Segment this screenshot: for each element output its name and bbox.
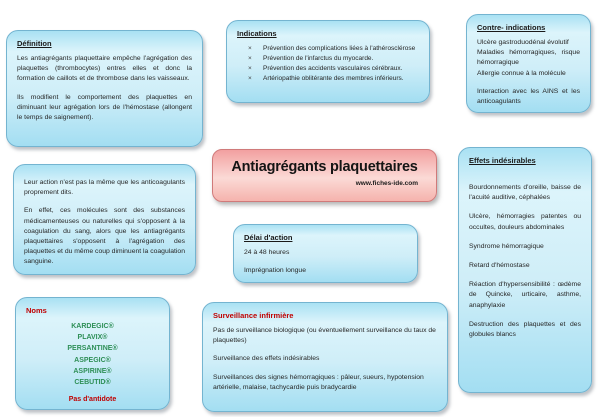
contraindication-line: Interaction avec les AINS et les anticoagulants bbox=[477, 87, 580, 105]
cross-bullet-icon: × bbox=[248, 75, 252, 83]
indication-item bbox=[237, 54, 419, 64]
side-effect-item: Retard d'hémostase bbox=[469, 261, 530, 269]
website-url: www.fiches-ide.com bbox=[355, 180, 418, 187]
nursing-surveillance-box bbox=[202, 302, 448, 412]
names-heading: Noms bbox=[26, 306, 47, 315]
surveillance-paragraph-2: Surveillance des effets indésirables bbox=[213, 355, 320, 363]
indication-text: Prévention des complications liées à l'athérosclérose bbox=[263, 45, 416, 52]
mechanism-paragraph-1: Leur action n'est pas la même que les anticoagulants proprement dits. bbox=[24, 179, 185, 197]
contraindications-heading: Contre- indications bbox=[477, 23, 546, 32]
indication-text: Prévention de l'infarctus du myocarde. bbox=[263, 55, 374, 63]
drug-names-box bbox=[15, 297, 170, 410]
definition-heading: Définition bbox=[17, 39, 52, 48]
cross-bullet-icon: × bbox=[248, 45, 252, 52]
drug-name: PLAVIX® bbox=[77, 334, 108, 342]
side-effects-heading: Effets indésirables bbox=[469, 156, 536, 165]
contraindication-line: Allergie connue à la molécule bbox=[477, 69, 566, 77]
indication-item bbox=[237, 74, 419, 84]
definition-paragraph-2: Ils modifient le comportement des plaquettes en diminuant leur agrégation lors de l'hémostase (allongent le temps de saignement). bbox=[17, 93, 192, 121]
drug-name: ASPEGIC® bbox=[74, 356, 111, 364]
drug-name: CEBUTID® bbox=[74, 378, 111, 386]
side-effect-item: Destruction des plaquettes et des globules blancs bbox=[469, 320, 581, 338]
delai-heading: Délai d'action bbox=[244, 233, 293, 242]
delai-paragraph-2: Imprégnation longue bbox=[244, 267, 306, 275]
delai-paragraph-1: 24 à 48 heures bbox=[244, 249, 290, 256]
cross-bullet-icon: × bbox=[248, 65, 252, 73]
surveillance-paragraph-3: Surveillances des signes hémorragiques : pâleur, sueurs, hypotension artérielle, malaise, tachycardie puis bradycardie bbox=[213, 373, 424, 391]
contraindication-line: Maladies hémorragiques, risque hémorragique bbox=[477, 49, 580, 67]
surveillance-heading: Surveillance infirmière bbox=[213, 311, 294, 320]
delai-action-box bbox=[233, 224, 418, 283]
indications-box bbox=[226, 20, 430, 103]
side-effect-item: Ulcère, hémorragies patentes ou occultes, douleurs abdominales bbox=[469, 213, 581, 231]
drug-name: PERSANTINE® bbox=[67, 345, 118, 353]
side-effect-item: Syndrome hémorragique bbox=[469, 242, 544, 250]
indication-item bbox=[237, 44, 419, 54]
indication-item bbox=[237, 64, 419, 74]
drug-name: ASPIRINE® bbox=[73, 367, 112, 375]
definition-box bbox=[6, 30, 203, 147]
cross-bullet-icon: × bbox=[248, 55, 252, 63]
side-effect-item: Bourdonnements d'oreille, baisse de l'acuité auditive, céphalées bbox=[469, 184, 581, 202]
side-effect-item: Réaction d'hypersensibilité : œdème de Quincke, urticaire, asthme, anaphylaxie bbox=[469, 281, 581, 309]
title-box bbox=[212, 149, 437, 202]
drug-name: KARDEGIC® bbox=[71, 323, 114, 330]
indication-text: Prévention des accidents vasculaires cérébraux. bbox=[263, 65, 403, 73]
drug-name-list bbox=[26, 321, 159, 388]
mechanism-box bbox=[13, 164, 196, 275]
definition-paragraph-1: Les antiagrégants plaquettaire empêche l'agrégation des plaquettes (thrombocytes) entres elles et donc la formation de caillots et de thrombose dans les vaisseaux. bbox=[17, 55, 192, 83]
contraindication-line: Ulcère gastroduodénal évolutif bbox=[477, 39, 569, 46]
mechanism-paragraph-2: En effet, ces molécules sont des substances médicamenteuses ou naturelles qui s'opposent à la coagulation du sang, alors que les antiagrégants plaquettaires s'opposent à l'agrégation des plaquettes et du même coup diminuent la coagulation sanguine. bbox=[24, 207, 185, 266]
indications-heading: Indications bbox=[237, 29, 277, 38]
indication-text: Artériopathie oblitérante des membres inférieurs. bbox=[263, 75, 404, 83]
no-antidote-note: Pas d'antidote bbox=[68, 396, 117, 404]
side-effects-box bbox=[458, 147, 592, 393]
contraindications-box bbox=[466, 14, 591, 113]
surveillance-paragraph-1: Pas de surveillance biologique (ou éventuellement surveillance du taux de plaquettes) bbox=[213, 327, 436, 345]
page-title: Antiagrégants plaquettaires bbox=[231, 159, 418, 175]
